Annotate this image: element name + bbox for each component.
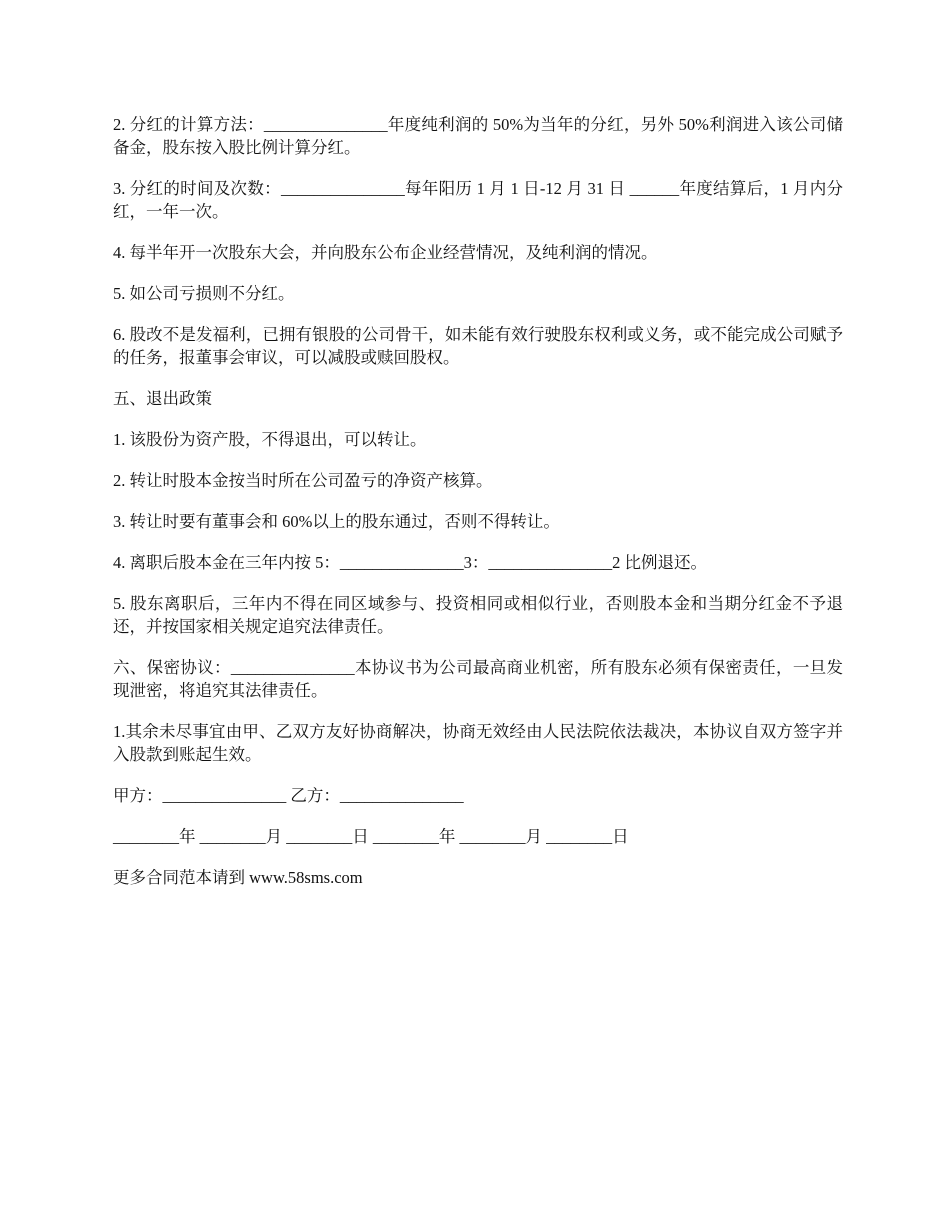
other-matters-clause: 1.其余未尽事宜由甲、乙双方友好协商解决，协商无效经由人民法院依法裁决，本协议自双方签字并入股款到账起生效。 [113, 722, 843, 764]
dividend-calculation-clause: 2. 分红的计算方法：_______________年度纯利润的 50%为当年的分红，另外 50%利润进入该公司储备金，股东按入股比例计算分红。 [113, 115, 843, 157]
more-templates-note: 更多合同范本请到 www.58sms.com [113, 868, 363, 887]
exit-clause-4: 4. 离职后股本金在三年内按 5：_______________3：_______________2 比例退还。 [113, 553, 707, 572]
shareholder-meeting-clause: 4. 每半年开一次股东大会，并向股东公布企业经营情况，及纯利润的情况。 [113, 243, 658, 262]
loss-no-dividend-clause: 5. 如公司亏损则不分红。 [113, 284, 295, 303]
exit-clause-2: 2. 转让时股本金按当时所在公司盈亏的净资产核算。 [113, 471, 493, 490]
confidentiality-clause: 六、保密协议：_______________本协议书为公司最高商业机密，所有股东必须有保密责任，一旦发现泄密，将追究其法律责任。 [113, 658, 843, 700]
exit-clause-3: 3. 转让时要有董事会和 60%以上的股东通过，否则不得转让。 [113, 512, 560, 531]
exit-clause-5: 5. 股东离职后，三年内不得在同区域参与、投资相同或相似行业，否则股本金和当期分红金不予退还，并按国家相关规定追究法律责任。 [113, 594, 843, 636]
signature-dates: ________年 ________月 ________日 ________年 ________月 ________日 [113, 827, 629, 846]
document-page [113, 113, 843, 907]
exit-clause-1: 1. 该股份为资产股，不得退出，可以转让。 [113, 430, 427, 449]
exit-policy-heading: 五、退出政策 [113, 389, 212, 408]
signature-parties: 甲方：_______________ 乙方：_______________ [113, 786, 464, 805]
share-reform-clause: 6. 股改不是发福利，已拥有银股的公司骨干，如未能有效行驶股东权利或义务，或不能完成公司赋予的任务，报董事会审议，可以减股或赎回股权。 [113, 325, 843, 367]
dividend-timing-clause: 3. 分红的时间及次数：_______________每年阳历 1 月 1 日-12 月 31 日 ______年度结算后，1 月内分红，一年一次。 [113, 179, 843, 221]
